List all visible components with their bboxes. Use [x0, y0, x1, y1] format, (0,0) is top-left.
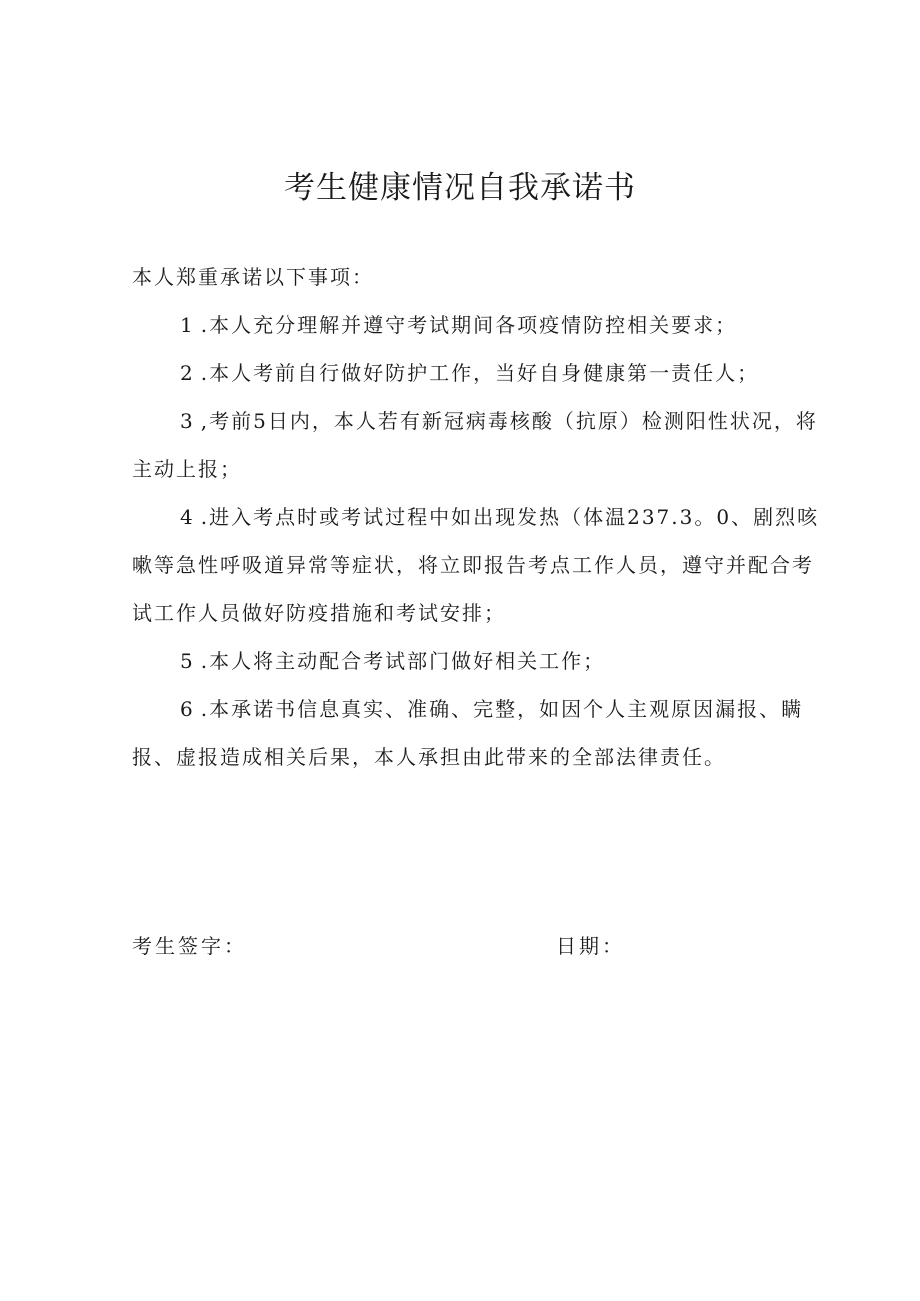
pledge-item-3	[132, 397, 822, 493]
item-number: 1	[180, 313, 195, 337]
item-number: 2	[180, 361, 195, 385]
intro-text: 本人郑重承诺以下事项：	[132, 265, 374, 289]
document-title: 考生健康情况自我承诺书	[284, 170, 636, 206]
item-text: ,考前5日内，本人若有新冠病毒核酸（抗原）检测阳性状况，将主动上报；	[132, 409, 818, 481]
item-text: .本人考前自行做好防护工作，当好自身健康第一责任人；	[200, 361, 760, 385]
item-text: .本人将主动配合考试部门做好相关工作；	[200, 649, 606, 673]
date-label: 日期：	[556, 934, 625, 958]
item-number: 6	[180, 697, 195, 721]
signature-row	[132, 922, 692, 970]
document-body	[132, 253, 822, 781]
signature-label: 考生签字：	[132, 934, 247, 958]
item-text: .本人充分理解并遵守考试期间各项疫情防控相关要求；	[200, 313, 738, 337]
pledge-item-1	[132, 301, 822, 349]
pledge-item-2	[132, 349, 822, 397]
item-number: 3	[180, 409, 195, 433]
pledge-item-6	[132, 685, 822, 781]
pledge-item-5	[132, 637, 822, 685]
item-text: .本承诺书信息真实、准确、完整，如因个人主观原因漏报、瞒报、虚报造成相关后果，本人承担由此带来的全部法律责任。	[132, 697, 804, 769]
item-number: 5	[180, 649, 195, 673]
item-number: 4	[180, 505, 195, 529]
pledge-item-4	[132, 493, 822, 637]
item-text: .进入考点时或考试过程中如出现发热（体温237.3。0、剧烈咳嗽等急性呼吸道异常等症状，将立即报告考点工作人员，遵守并配合考试工作人员做好防疫措施和考试安排；	[132, 505, 820, 625]
